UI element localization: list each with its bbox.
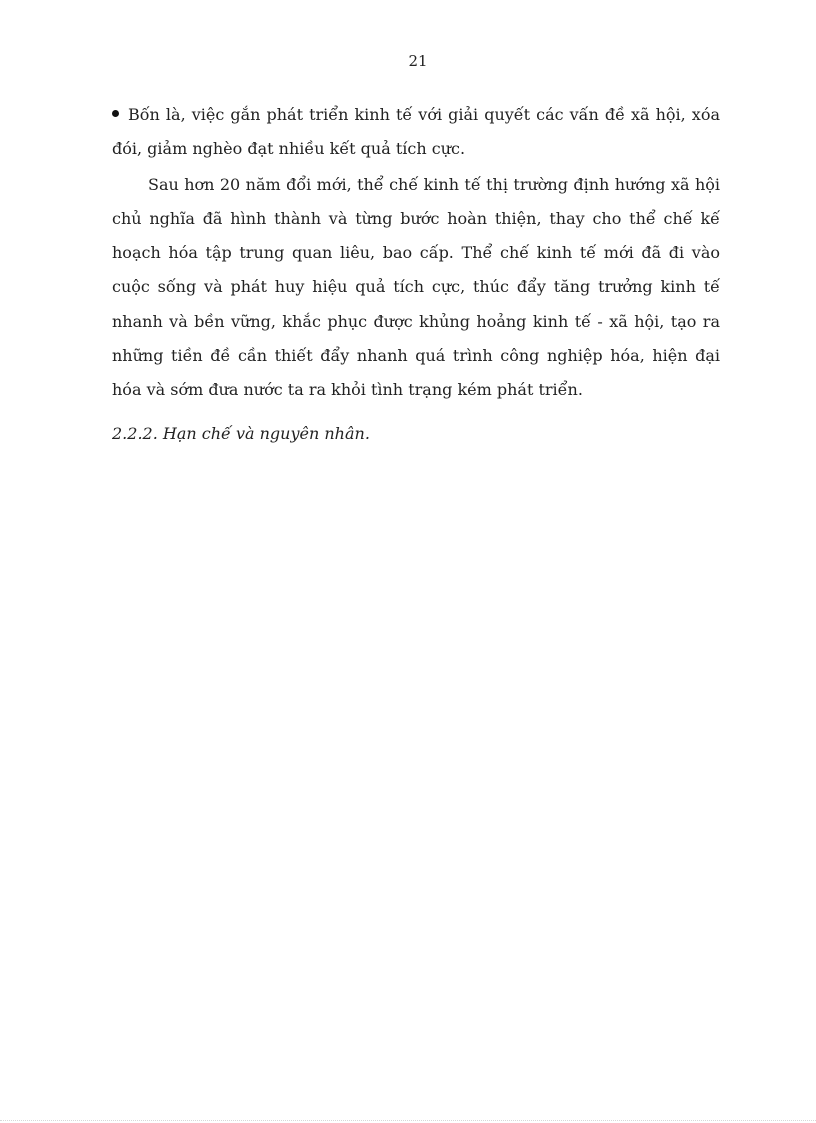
bullet-item [112,98,720,167]
page-bottom-divider [0,1120,816,1121]
bullet-icon [112,110,119,117]
page-content [112,98,720,451]
bullet-text: Bốn là, việc gắn phát triển kinh tế với giải quyết các vấn đề xã hội, xóa đói, giảm nghèo đạt nhiều kết quả tích cực. [112,105,720,159]
page-number: 21 [408,52,428,70]
body-paragraph: Sau hơn 20 năm đổi mới, thể chế kinh tế thị trường định hướng xã hội chủ nghĩa đã hình thành và từng bước hoàn thiện, thay cho thể chế kế hoạch hóa tập trung quan liêu, bao cấp. Thể chế kinh tế mới đã đi vào cuộc sống và phát huy hiệu quả tích cực, thúc đẩy tăng trưởng kinh tế nhanh và bền vững, khắc phục được khủng hoảng kinh tế - xã hội, tạo ra những tiền đề cần thiết đẩy nhanh quá trình công nghiệp hóa, hiện đại hóa và sớm đưa nước ta ra khỏi tình trạng kém phát triển. [112,174,720,400]
section-heading: 2.2.2. Hạn chế và nguyên nhân. [112,423,370,443]
